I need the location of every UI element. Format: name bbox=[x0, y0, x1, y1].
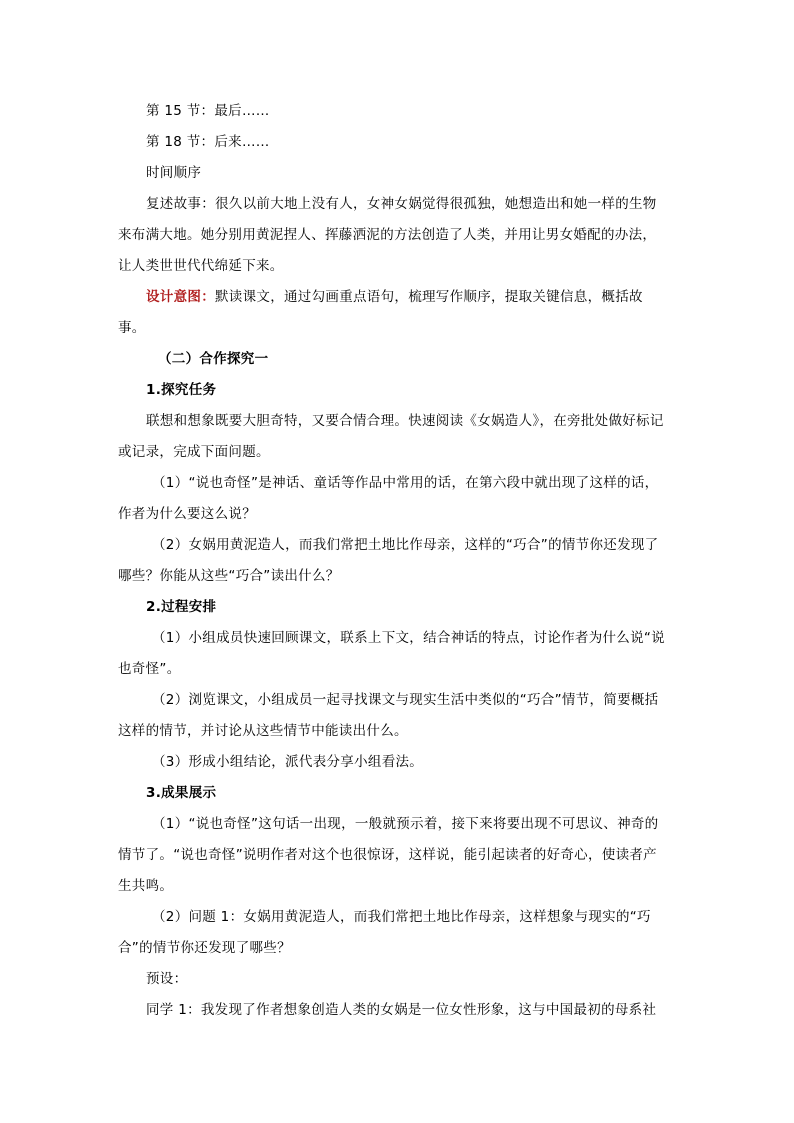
process-heading: 2.过程安排 bbox=[146, 599, 217, 615]
design-intent-text: 默读课文，通过勾画重点语句，梳理写作顺序，提取关键信息，概括故 bbox=[215, 289, 643, 305]
task-heading: 1.探究任务 bbox=[146, 382, 217, 398]
text-line: 事。 bbox=[118, 320, 146, 336]
results-heading: 3.成果展示 bbox=[146, 785, 217, 801]
text-line: （1）“说也奇怪”是神话、童话等作品中常用的话，在第六段中就出现了这样的话， bbox=[152, 475, 659, 491]
text-line: 第 15 节：最后…… bbox=[146, 103, 270, 119]
text-line: （3）形成小组结论，派代表分享小组看法。 bbox=[152, 754, 424, 770]
document-page bbox=[118, 96, 678, 1026]
text-line: （2）女娲用黄泥造人，而我们常把土地比作母亲，这样的“巧合”的情节你还发现了 bbox=[152, 537, 659, 553]
text-line: 作者为什么要这么说？ bbox=[118, 506, 256, 522]
text-line: 合”的情节你还发现了哪些？ bbox=[118, 940, 291, 956]
text-line: 联想和想象既要大胆奇特，又要合情合理。快速阅读《女娲造人》，在旁批处做好标记 bbox=[146, 413, 664, 429]
design-intent-label: 设计意图： bbox=[146, 289, 215, 305]
text-line: 这样的情节，并讨论从这些情节中能读出什么。 bbox=[118, 723, 408, 739]
section-title: （二）合作探究一 bbox=[158, 351, 269, 367]
text-line: 第 18 节：后来…… bbox=[146, 134, 270, 150]
text-line: （1）“说也奇怪”这句话一出现，一般就预示着，接下来将要出现不可思议、神奇的 bbox=[152, 816, 659, 832]
text-line: 同学 1：我发现了作者想象创造人类的女娲是一位女性形象，这与中国最初的母系社 bbox=[146, 1002, 657, 1018]
text-line: （2）问题 1：女娲用黄泥造人，而我们常把土地比作母亲，这样想象与现实的“巧 bbox=[152, 909, 651, 925]
design-intent-paragraph bbox=[118, 282, 678, 313]
text-line: （1）小组成员快速回顾课文，联系上下文，结合神话的特点，讨论作者为什么说“说 bbox=[152, 630, 665, 646]
text-line: 预设： bbox=[146, 971, 188, 987]
text-line: 生共鸣。 bbox=[118, 878, 174, 894]
text-line: 让人类世世代代绵延下来。 bbox=[118, 258, 284, 274]
text-line: 复述故事：很久以前大地上没有人，女神女娲觉得很孤独，她想造出和她一样的生物 bbox=[146, 196, 657, 212]
text-line: 也奇怪”。 bbox=[118, 661, 181, 677]
text-line: 来布满大地。她分别用黄泥捏人、挥藤洒泥的方法创造了人类，并用让男女婚配的办法， bbox=[118, 227, 657, 243]
text-line: 情节了。“说也奇怪”说明作者对这个也很惊讶，这样说，能引起读者的好奇心，使读者产 bbox=[118, 847, 657, 863]
text-line: （2）浏览课文，小组成员一起寻找课文与现实生活中类似的“巧合”情节，简要概括 bbox=[152, 692, 659, 708]
text-line: 哪些？你能从这些“巧合”读出什么？ bbox=[118, 568, 340, 584]
text-line: 时间顺序 bbox=[146, 165, 202, 181]
text-line: 或记录，完成下面问题。 bbox=[118, 444, 270, 460]
